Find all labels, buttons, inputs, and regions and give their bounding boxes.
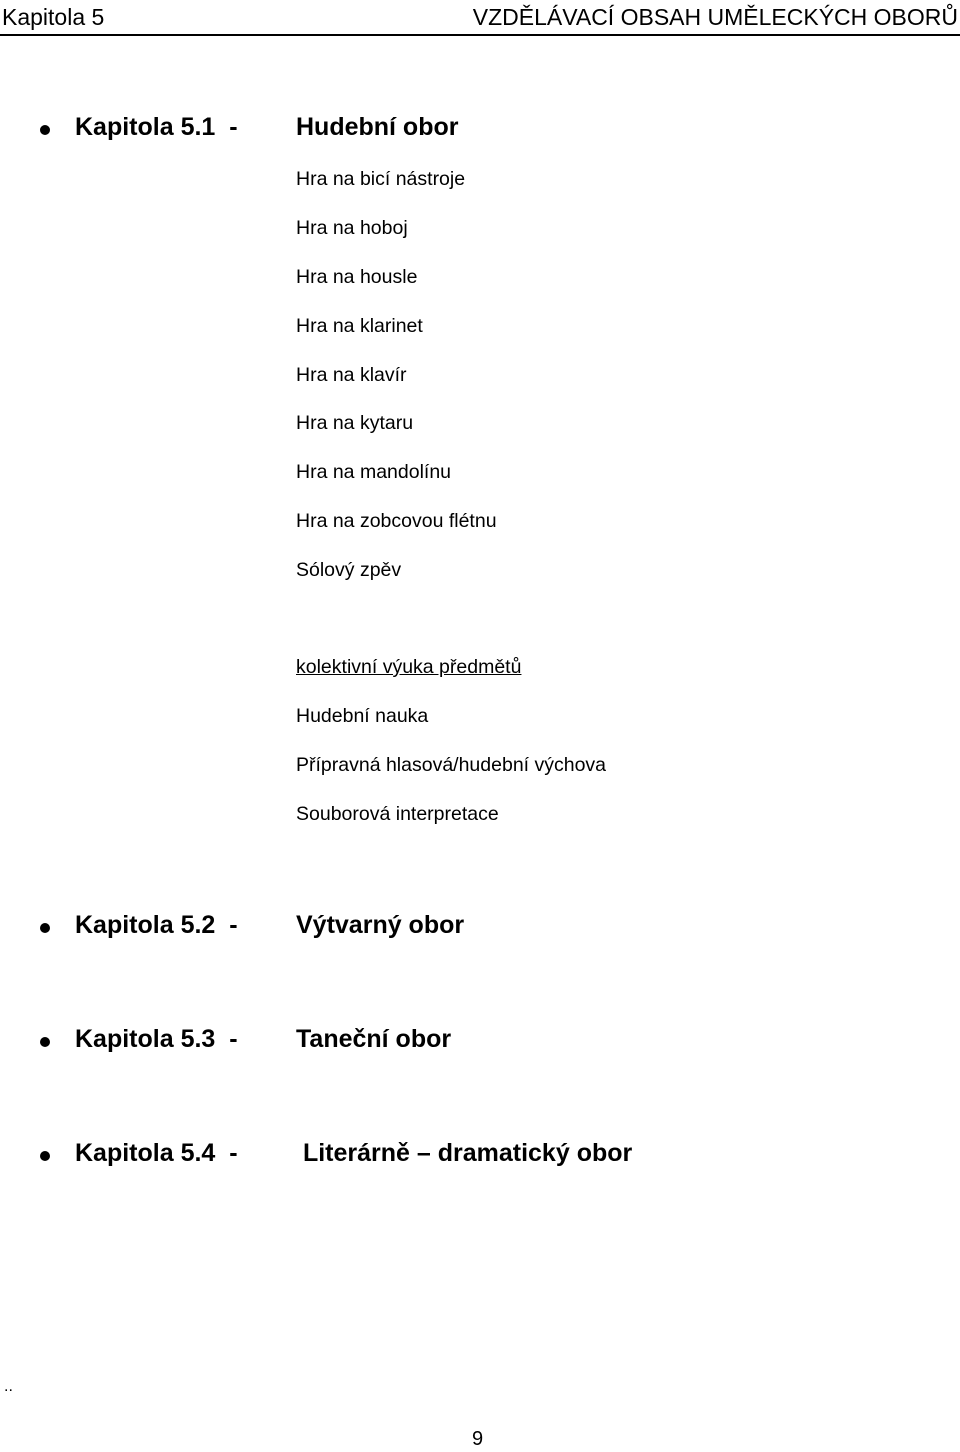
list-item: Přípravná hlasová/hudební výchova	[296, 754, 607, 776]
bullet-icon	[40, 923, 50, 933]
chapter-item	[0, 1136, 960, 1176]
chapter-number: Kapitola 5.3 -	[75, 1025, 238, 1053]
list-item: Hra na klavír	[296, 364, 407, 386]
chapter-item	[0, 1022, 960, 1062]
chapter-title: Hudební obor	[296, 113, 459, 141]
list-item: Hra na mandolínu	[296, 461, 452, 483]
list-item: Hra na housle	[296, 266, 418, 288]
header-chapter: Kapitola 5	[2, 4, 105, 30]
chapter-title: Taneční obor	[296, 1025, 452, 1053]
chapter-number: Kapitola 5.2 -	[75, 911, 238, 939]
page-number: 9	[472, 1428, 484, 1450]
list-item: Hra na kytaru	[296, 412, 414, 434]
bullet-icon	[40, 125, 50, 135]
stray-mark: ..	[4, 1378, 13, 1395]
list-item: Hudební nauka	[296, 705, 429, 727]
bullet-icon	[40, 1037, 50, 1047]
chapter-title: Výtvarný obor	[296, 911, 465, 939]
page-header	[0, 0, 960, 36]
list-item: Souborová interpretace	[296, 803, 499, 825]
bullet-icon	[40, 1151, 50, 1161]
list-item: Hra na klarinet	[296, 315, 423, 337]
header-title: VZDĚLÁVACÍ OBSAH UMĚLECKÝCH OBORŮ	[472, 4, 958, 30]
collective-heading: kolektivní výuka předmětů	[296, 656, 522, 678]
list-item: Hra na hoboj	[296, 217, 408, 239]
list-item: Hra na zobcovou flétnu	[296, 510, 497, 532]
list-item: Hra na bicí nástroje	[296, 168, 466, 190]
list-item: Sólový zpěv	[296, 559, 402, 581]
chapter-title: Literárně – dramatický obor	[296, 1139, 633, 1167]
chapter-item	[0, 908, 960, 948]
chapter-number: Kapitola 5.4 -	[75, 1139, 238, 1167]
chapter-item	[0, 110, 960, 150]
chapter-number: Kapitola 5.1 -	[75, 113, 238, 141]
